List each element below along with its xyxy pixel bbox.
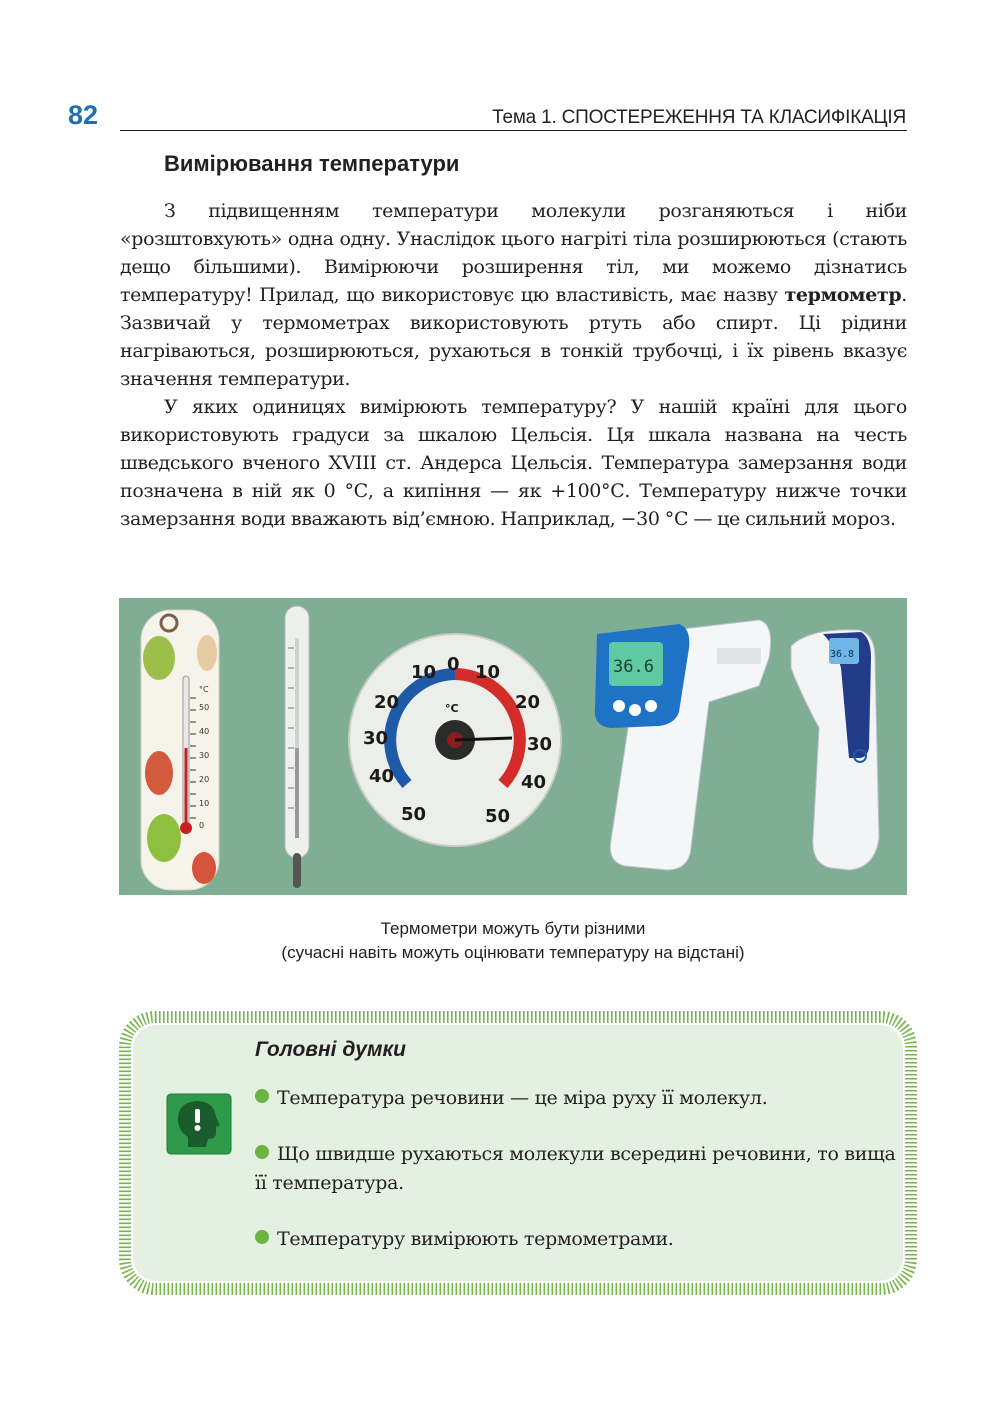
bullet-icon [255,1145,269,1159]
glass-thermometer [285,606,309,888]
dial-label: 10 [475,662,501,683]
exclamation-head-icon [166,1093,232,1155]
dial-label: 10 [411,662,437,683]
dial-label: 20 [374,692,400,713]
dial-label: 30 [527,734,553,755]
paragraph-2: У яких одиницях вимірюють температуру? У нашій країні для цього використовують градуси за шкалою Цельсія. Ця шкала названа на честь шведського вченого XVIII ст. Андерса Цельсія. Температура замерзання води позначена в ній як 0 °С, а кипіння — як +100°С. Температуру нижче точки замерзання води вважають від’ємною. Наприклад, −30 °С — це сильний мороз. [120,396,907,530]
strip-label: 50 [199,703,210,712]
term-thermometer: термометр [784,284,902,306]
page-number: 82 [68,100,99,130]
strip-label: 40 [199,727,210,736]
strip-label: 0 [199,821,205,830]
strip-label: 30 [199,751,210,760]
caption-line-1: Термометри можуть бути різними [380,919,646,938]
bullet-icon [255,1230,269,1244]
key-idea-item: Температуру вимірюють термометрами. [255,1225,905,1254]
key-idea-item: Температура речовини — це міра руху її молекул. [255,1084,905,1113]
body-text [120,197,907,533]
dial-label: 30 [363,728,389,749]
paragraph-1: З підвищенням температури молекули розганяються і ніби «розштовхують» одна одну. Унаслідок цього нагріті тіла розширюються (стають дещо більшими). Вимірюючи розширення тіл, ми можемо дізнатись температуру! Прилад, що використовує цю властивість, має назву термометр. Зазвичай у термометрах використовують ртуть або спирт. Ці рідини нагріваються, розширюються, рухаються в тонкій трубочці, і їх рівень вказує значення температури. [120,200,907,390]
dial-thermometer [349,634,561,846]
dial-label: 50 [485,806,511,827]
dial-label: 40 [369,766,395,787]
ir-display-gun: 36.6 [613,657,654,677]
infrared-thermometer-handheld [791,630,879,870]
dial-label-top: 0 [447,654,460,675]
bullet-icon [255,1089,269,1103]
strip-label: 20 [199,775,210,784]
wall-thermometer-unit: °C [199,685,209,694]
section-heading: Вимірювання температури [164,151,460,176]
dial-label: 50 [401,804,427,825]
infrared-thermometer-gun [595,620,771,870]
dial-label: 40 [521,772,547,793]
header-rule [120,130,907,131]
caption-line-2: (сучасні навіть можуть оцінювати температуру на відстані) [281,943,745,962]
dial-label: 20 [515,692,541,713]
thermometers-photo [119,598,907,895]
figure-caption [119,917,907,965]
running-head: Тема 1. СПОСТЕРЕЖЕННЯ ТА КЛАСИФІКАЦІЯ [492,107,906,128]
key-ideas-title: Головні думки [255,1038,406,1061]
wall-thermometer [141,610,219,890]
ir-display-handheld: 36.8 [830,649,855,660]
key-ideas-box [118,1010,918,1296]
key-idea-item: Що швидше рухаються молекули всередині речовини, то вища її температура. [255,1143,896,1194]
dial-unit: °C [445,702,459,715]
strip-label: 10 [199,799,210,808]
